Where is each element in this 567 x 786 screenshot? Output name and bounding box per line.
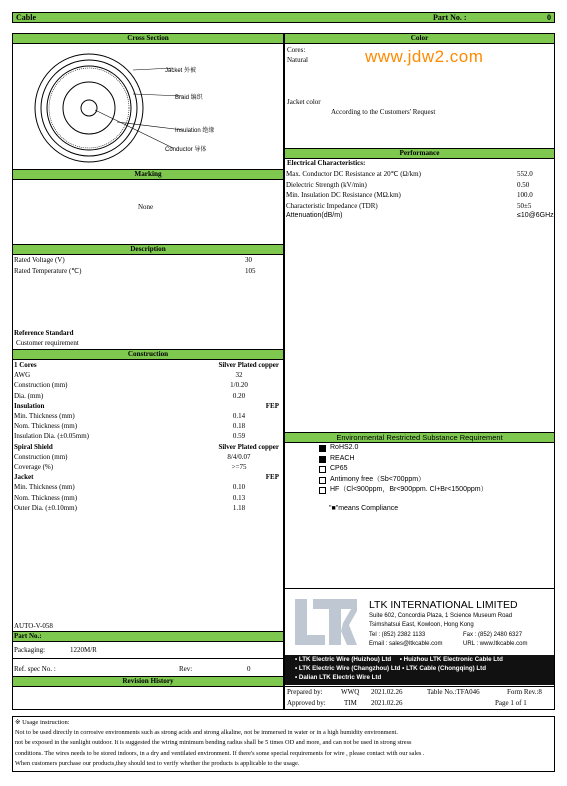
reference-standard-title: Reference Standard (14, 329, 74, 337)
unchecked-box-icon (319, 466, 326, 473)
construction-label: Min. Thickness (mm) (14, 412, 75, 420)
construction-row (13, 431, 283, 441)
prepared-label: Prepared by: (287, 688, 323, 696)
cross-section-diagram (33, 48, 273, 168)
construction-row (13, 360, 283, 370)
form-rev: Form Rev.:8 (507, 688, 542, 696)
usage-line: not be exposed in the sunlight outdoor. It is suggested the wiring minimum bending radius shall be 5 times OD and more, and can not be used in strong stress (15, 739, 412, 746)
performance-value: 100.0 (517, 191, 533, 199)
construction-value: >=75 (231, 463, 247, 471)
part-no-value: 0 (547, 13, 551, 22)
company-block (285, 588, 554, 687)
performance-label: Attenuation(dB/m) (286, 212, 343, 219)
env-item-label: RoHS2.0 (330, 444, 359, 451)
env-item-label: HF（Cl<900ppm，Br<900ppm. Cl+Br<1500ppm） (330, 486, 488, 493)
construction-value: 1.18 (232, 503, 246, 512)
construction-value: 0.20 (232, 391, 246, 400)
ltk-logo (291, 595, 361, 649)
env-list (319, 443, 549, 498)
subsidiary-line: • LTK Electric Wire (Changzhou) Ltd • LTK Cable (Chongqing) Ltd (295, 665, 487, 672)
part-no-bar: Part No.: (13, 631, 283, 642)
construction-label: Dia. (mm) (14, 391, 44, 400)
company-address-2: Tsimshatsui East, Kowloon, Hong Kong (369, 622, 474, 628)
env-item-label: CP65 (330, 465, 348, 472)
performance-value: 552.0 (517, 170, 533, 178)
divider (13, 658, 283, 659)
construction-row (13, 411, 283, 421)
cores-label: Cores: (287, 46, 306, 54)
performance-row (285, 211, 554, 221)
ref-spec-label: Ref. spec No. : (14, 665, 56, 673)
prepared-date: 2021.02.26 (371, 688, 403, 696)
reference-standard-value: Customer requirement (16, 339, 79, 347)
approval-block (285, 686, 554, 710)
env-item (319, 485, 549, 495)
performance-label: Max. Conductor DC Resistance at 20℃ (Ω/km) (286, 170, 421, 178)
description-rows (13, 255, 283, 279)
label-jacket: Jacket 外被 (165, 68, 197, 74)
construction-value: FEP (265, 401, 279, 410)
jacket-color-label: Jacket color (287, 98, 321, 106)
performance-value: 0.50 (517, 180, 530, 189)
rev-value: 0 (247, 665, 251, 673)
performance-label: Dielectric Strength (kV/min) (286, 180, 367, 189)
description-row: Rated Temperature (℃) 105 (14, 267, 256, 275)
performance-table (285, 169, 554, 224)
compliance-legend: "■"means Compliance (329, 505, 399, 512)
performance-row (285, 201, 554, 211)
construction-row (13, 380, 283, 390)
company-url: URL : www.ltkcable.com (463, 641, 528, 647)
checked-box-icon (319, 445, 326, 452)
construction-value: Silver Plated copper (218, 361, 279, 369)
part-no-label: Part No. : (433, 13, 467, 22)
left-column (12, 33, 284, 710)
construction-label: 1 Cores (14, 361, 37, 369)
cross-section-header: Cross Section (13, 34, 283, 44)
unchecked-box-icon (319, 487, 326, 494)
color-header: Color (285, 34, 554, 44)
construction-row (13, 472, 283, 482)
company-email: Email : sales@ltkcable.com (369, 641, 443, 647)
subsidiaries-bar (285, 655, 554, 685)
watermark: www.jdw2.com (365, 47, 484, 66)
packaging-value: 1220M/R (70, 646, 97, 654)
electrical-characteristics-title: Electrical Characteristics: (287, 159, 366, 167)
construction-row (13, 391, 283, 401)
company-address-1: Suite 602, Concordia Plaza, 1 Science Museum Road (369, 613, 513, 619)
env-item (319, 464, 549, 474)
construction-value: 0.13 (232, 493, 246, 502)
construction-label: Spiral Shield (14, 442, 53, 451)
construction-label: Insulation Dia. (±0.05mm) (14, 432, 89, 441)
company-tel: Tel : (852) 2382 1133 (369, 632, 426, 638)
description-header: Description (13, 244, 283, 255)
construction-header: Construction (13, 349, 283, 360)
description-row: Rated Voltage (V) 30 (14, 256, 252, 264)
construction-label: Min. Thickness (mm) (14, 483, 75, 492)
marking-header: Marking (13, 169, 283, 180)
header-bar (12, 12, 555, 23)
construction-value: 32 (235, 371, 243, 380)
performance-label: Characteristic Impedance (TDR) (286, 201, 378, 210)
construction-value: 0.59 (232, 432, 246, 441)
subsidiary-line: • LTK Electric Wire (Huizhou) Ltd • Huizhou LTK Electronic Cable Ltd (295, 656, 503, 663)
env-item-label: Antimony free（Sb<700ppm） (330, 475, 426, 483)
construction-label: Construction (mm) (14, 452, 68, 461)
construction-row (13, 482, 283, 492)
env-header: Environmental Restricted Substance Requirement (285, 432, 554, 443)
performance-label: Min. Insulation DC Resistance (MΩ.km) (286, 191, 401, 199)
approved-by: TIM (344, 699, 357, 707)
performance-header: Performance (285, 148, 554, 159)
jacket-color-value: According to the Customers' Request (331, 108, 436, 116)
construction-value: 8/4/0.07 (227, 452, 251, 461)
performance-value: ≤10@6GHz (517, 212, 554, 219)
construction-value: FEP (265, 473, 279, 482)
construction-row (13, 370, 283, 380)
performance-row (285, 190, 554, 200)
company-name: LTK INTERNATIONAL LIMITED (369, 599, 518, 611)
approved-label: Approved by: (287, 699, 326, 707)
construction-label: Insulation (14, 401, 45, 410)
construction-label: AWG (14, 371, 31, 380)
construction-label: Nom. Thickness (mm) (14, 493, 78, 502)
usage-line: Not to be used directly in corrosive environments such as strong acids and strong alkaline, not be immersed in water or in a high humidity environment. (15, 729, 398, 736)
construction-value: 0.14 (232, 412, 246, 420)
usage-line: When customers purchase our products,they should test to verify whether the products is applicable to the usage. (15, 760, 300, 767)
subsidiary-line: • Dalian LTK Electric Wire Ltd (295, 674, 382, 681)
doc-code: AUTO-V-058 (14, 622, 53, 630)
checked-box-icon (319, 456, 326, 463)
construction-value: Silver Plated copper (218, 442, 279, 451)
unchecked-box-icon (319, 477, 326, 484)
revision-history-header: Revision History (13, 676, 283, 687)
construction-table (13, 360, 283, 520)
rev-label: Rev: (179, 665, 193, 673)
usage-line: conditions. The wires needs to be stored indoors, in a dry and ventilated environment. If there's some special requirements for wire , please contact with our sales . (15, 750, 425, 757)
right-column (284, 33, 555, 710)
env-item-label: REACH (330, 454, 355, 462)
packaging-label: Packaging: (14, 646, 46, 654)
approved-date: 2021.02.26 (371, 699, 403, 707)
performance-row (285, 180, 554, 190)
construction-row (13, 462, 283, 472)
construction-label: Nom. Thickness (mm) (14, 422, 78, 431)
construction-row (13, 503, 283, 513)
construction-label: Jacket (14, 473, 34, 482)
marking-value: None (138, 203, 154, 211)
company-fax: Fax : (852) 2480 6327 (463, 632, 523, 638)
label-insulation: Insulation 绝缘 (175, 128, 215, 134)
construction-value: 0.10 (232, 483, 246, 492)
construction-label: Construction (mm) (14, 381, 68, 390)
performance-value: 50±5 (517, 201, 532, 210)
performance-row (285, 169, 554, 179)
construction-row (13, 421, 283, 431)
construction-label: Outer Dia. (±0.10mm) (14, 503, 77, 512)
construction-label: Coverage (%) (14, 463, 54, 471)
env-item (319, 475, 549, 485)
usage-title: ※ Usage instruction: (15, 719, 70, 726)
prepared-by: WWQ (341, 688, 360, 696)
construction-row (13, 401, 283, 411)
label-conductor: Conductor 导体 (165, 147, 207, 153)
env-item (319, 443, 549, 453)
usage-instruction (12, 716, 555, 772)
cores-value: Natural (287, 56, 308, 64)
page-number: Page 1 of 1 (495, 699, 527, 707)
construction-value: 0.18 (232, 422, 246, 431)
cable-title: Cable (16, 13, 36, 22)
table-no: Table No.:TFA046 (427, 688, 480, 696)
construction-row (13, 442, 283, 452)
construction-value: 1/0.20 (230, 381, 248, 390)
label-braid: Braid 编织 (175, 95, 203, 101)
construction-row (13, 493, 283, 503)
env-item (319, 454, 549, 464)
construction-row (13, 452, 283, 462)
